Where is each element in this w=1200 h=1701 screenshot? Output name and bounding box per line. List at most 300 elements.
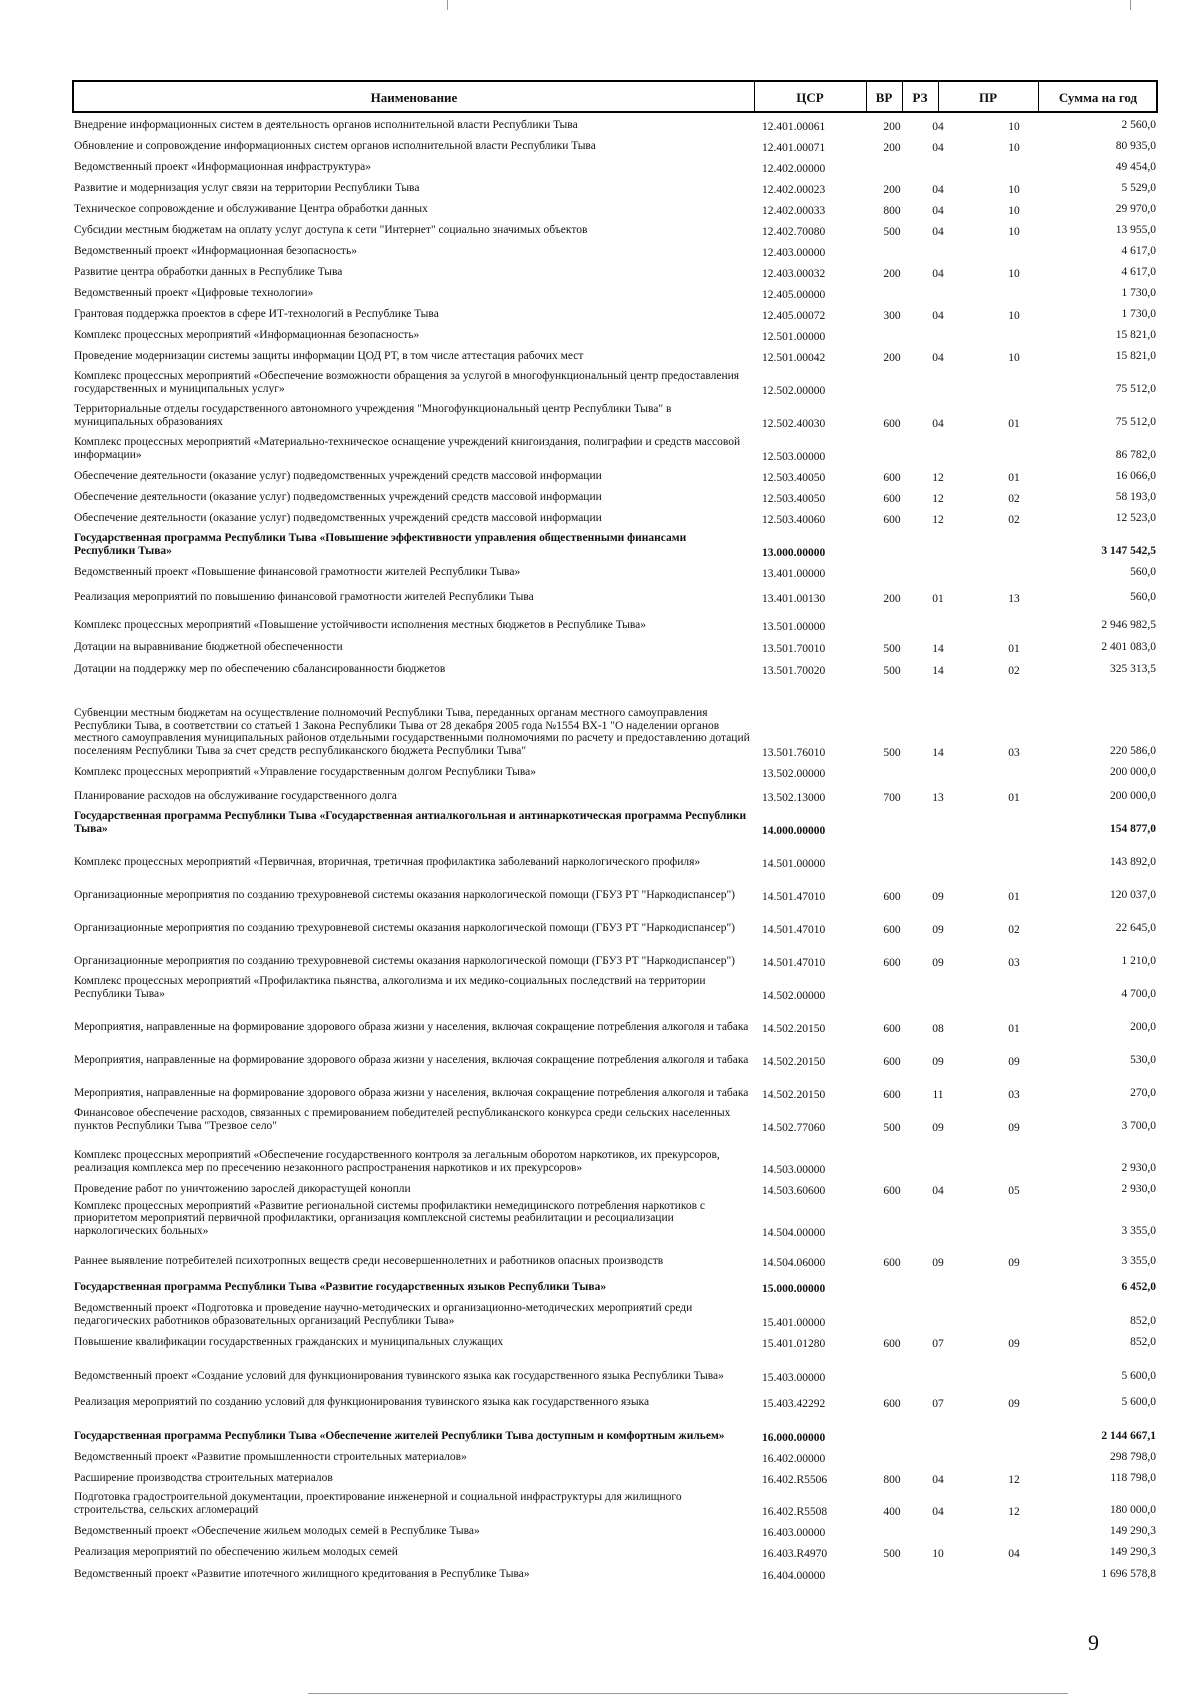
table-row xyxy=(72,1351,1158,1385)
table-row xyxy=(72,134,1158,155)
cell-csr: 16.403.00000 xyxy=(762,1526,826,1539)
cell-name: Развитие центра обработки данных в Республике Тыва xyxy=(74,265,343,278)
cell-name: Комплекс процессных мероприятий «Повышение устойчивости исполнения местных бюджетов в Республике Тыва» xyxy=(74,618,647,631)
table-row xyxy=(72,805,1158,838)
cell-csr: 13.502.13000 xyxy=(762,791,826,804)
header-vr: ВР xyxy=(875,90,893,105)
cell-name: Ведомственный проект «Развитие промышленности строительных материалов» xyxy=(74,1450,467,1463)
table-row xyxy=(72,1540,1158,1561)
table-row xyxy=(72,197,1158,218)
cell-vr: 600 xyxy=(883,923,901,936)
table-row xyxy=(72,1270,1158,1296)
cell-name: Ведомственный проект «Цифровые технологии» xyxy=(74,286,314,299)
cell-pr: 01 xyxy=(1008,471,1020,484)
table-row xyxy=(72,781,1158,805)
header-name: Наименование xyxy=(370,90,458,105)
table-row xyxy=(72,281,1158,302)
cell-vr: 800 xyxy=(883,1473,901,1486)
cell-vr: 500 xyxy=(883,1121,901,1134)
cell-rz: 04 xyxy=(932,120,944,133)
cell-rz: 04 xyxy=(932,267,944,280)
table-row xyxy=(72,838,1158,871)
cell-pr: 02 xyxy=(1008,513,1020,526)
cell-vr: 200 xyxy=(883,267,901,280)
cell-pr: 02 xyxy=(1008,664,1020,677)
cell-csr: 16.000.00000 xyxy=(762,1431,826,1444)
cell-csr: 14.503.00000 xyxy=(762,1163,826,1176)
cell-csr: 15.403.42292 xyxy=(762,1397,826,1410)
table-row xyxy=(72,937,1158,970)
cell-csr: 14.501.47010 xyxy=(762,923,826,936)
cell-sum: 3 355,0 xyxy=(1121,1224,1156,1237)
cell-name: Реализация мероприятий по обеспечению жильем молодых семей xyxy=(74,1545,398,1558)
table-row xyxy=(72,398,1158,431)
cell-sum: 6 452,0 xyxy=(1121,1280,1156,1293)
cell-name: Обеспечение деятельности (оказание услуг) подведомственных учреждений средств массовой информации xyxy=(74,469,602,482)
table-row xyxy=(72,1445,1158,1466)
cell-pr: 02 xyxy=(1008,492,1020,505)
cell-pr: 10 xyxy=(1008,309,1020,322)
cell-sum: 1 210,0 xyxy=(1121,954,1156,967)
table-row xyxy=(72,113,1158,134)
cell-rz: 08 xyxy=(932,1022,944,1035)
cell-name: Ведомственный проект «Развитие ипотечного жилищного кредитования в Республике Тыва» xyxy=(74,1567,530,1580)
cell-csr: 14.504.00000 xyxy=(762,1226,826,1239)
table-row xyxy=(72,656,1158,678)
cell-rz: 13 xyxy=(932,791,944,804)
cell-sum: 4 617,0 xyxy=(1121,265,1156,278)
cell-csr: 16.402.R5508 xyxy=(762,1505,828,1518)
cell-vr: 500 xyxy=(883,225,901,238)
cell-name: Мероприятия, направленные на формирование здорового образа жизни у населения, включая сокращение потребления алкоголя и табака xyxy=(74,1020,749,1033)
cell-name: Организационные мероприятия по созданию трехуровневой системы оказания наркологической помощи (ГБУЗ РТ "Наркодиспансер") xyxy=(74,888,735,901)
cell-pr: 10 xyxy=(1008,183,1020,196)
table-row xyxy=(72,871,1158,904)
cell-csr: 12.401.00061 xyxy=(762,120,826,133)
page-number: 9 xyxy=(1088,1630,1099,1655)
cell-sum: 200 000,0 xyxy=(1110,789,1156,802)
cell-sum: 49 454,0 xyxy=(1115,160,1156,173)
table-row xyxy=(72,506,1158,527)
cell-pr: 10 xyxy=(1008,225,1020,238)
table-row xyxy=(72,1198,1158,1240)
cell-pr: 01 xyxy=(1008,890,1020,903)
cell-name: Территориальные отделы государственного автономного учреждения "Многофункциональный центр Республики Тыва" в муниципальных образованиях xyxy=(74,403,672,428)
table-row xyxy=(72,431,1158,464)
cell-rz: 04 xyxy=(932,309,944,322)
cell-name: Государственная программа Республики Тыва «Обеспечение жителей Республики Тыва доступным и комфортным жильем» xyxy=(74,1429,725,1442)
cell-csr: 13.502.00000 xyxy=(762,767,826,780)
cell-csr: 12.405.00072 xyxy=(762,309,826,322)
cell-name: Обновление и сопровождение информационных систем органов исполнительной власти Республики Тыва xyxy=(74,139,596,152)
cell-name: Субсидии местным бюджетам на оплату услуг доступа к сети "Интернет" социально значимых объектов xyxy=(74,223,588,236)
cell-csr: 14.504.06000 xyxy=(762,1256,826,1269)
table-row xyxy=(72,1036,1158,1069)
cell-sum: 325 313,5 xyxy=(1110,662,1156,675)
cell-rz: 12 xyxy=(932,492,944,505)
cell-csr: 12.403.00032 xyxy=(762,267,826,280)
cell-rz: 04 xyxy=(932,183,944,196)
header-csr: ЦСР xyxy=(796,90,824,105)
cell-sum: 1 730,0 xyxy=(1121,307,1156,320)
cell-sum: 80 935,0 xyxy=(1115,139,1156,152)
cell-sum: 5 600,0 xyxy=(1121,1395,1156,1408)
table-row xyxy=(72,1561,1158,1583)
cell-sum: 2 401 083,0 xyxy=(1101,640,1156,653)
cell-name: Подготовка градостроительной документации, проектирование инженерной и социальной инфраструктуры для жилищного строительства, сельских агломераций xyxy=(74,1491,682,1516)
cell-pr: 09 xyxy=(1008,1337,1020,1350)
cell-csr: 16.402.00000 xyxy=(762,1452,826,1465)
cell-name: Реализация мероприятий по повышению финансовой грамотности жителей Республики Тыва xyxy=(74,590,534,603)
cell-sum: 3 700,0 xyxy=(1121,1119,1156,1132)
cell-vr: 700 xyxy=(883,791,901,804)
cell-sum: 29 970,0 xyxy=(1115,202,1156,215)
cell-name: Организационные мероприятия по созданию трехуровневой системы оказания наркологической помощи (ГБУЗ РТ "Наркодиспансер") xyxy=(74,921,735,934)
cell-sum: 2 946 982,5 xyxy=(1101,618,1156,631)
scan-mark xyxy=(447,0,448,10)
cell-name: Внедрение информационных систем в деятельность органов исполнительной власти Республики Тыва xyxy=(74,118,578,131)
cell-pr: 02 xyxy=(1008,923,1020,936)
cell-rz: 07 xyxy=(932,1337,944,1350)
table-row xyxy=(72,1135,1158,1177)
cell-vr: 600 xyxy=(883,1397,901,1410)
cell-rz: 14 xyxy=(932,746,944,759)
bottom-rule xyxy=(308,1693,1068,1694)
cell-csr: 14.501.47010 xyxy=(762,890,826,903)
cell-sum: 75 512,0 xyxy=(1115,382,1156,395)
table-row xyxy=(72,560,1158,581)
cell-vr: 600 xyxy=(883,956,901,969)
cell-sum: 2 930,0 xyxy=(1121,1161,1156,1174)
header-rz: РЗ xyxy=(912,90,928,105)
cell-pr: 01 xyxy=(1008,642,1020,655)
cell-name: Раннее выявление потребителей психотропных веществ среди несовершеннолетних и работников опасных производств xyxy=(74,1254,664,1267)
cell-csr: 14.502.20150 xyxy=(762,1055,826,1068)
table-row xyxy=(72,760,1158,781)
cell-name: Техническое сопровождение и обслуживание Центра обработки данных xyxy=(74,202,428,215)
cell-name: Ведомственный проект «Повышение финансовой грамотности жителей Республики Тыва» xyxy=(74,565,521,578)
cell-sum: 2 144 667,1 xyxy=(1101,1429,1156,1442)
cell-sum: 149 290,3 xyxy=(1110,1524,1156,1537)
cell-name: Проведение модернизации системы защиты информации ЦОД РТ, в том числе аттестация рабочих мест xyxy=(74,349,584,362)
cell-csr: 13.000.00000 xyxy=(762,546,826,559)
table-row xyxy=(72,1240,1158,1270)
cell-sum: 118 798,0 xyxy=(1110,1471,1156,1484)
cell-csr: 13.501.70020 xyxy=(762,664,826,677)
cell-name: Организационные мероприятия по созданию трехуровневой системы оказания наркологической помощи (ГБУЗ РТ "Наркодиспансер") xyxy=(74,954,735,967)
table-row xyxy=(72,1466,1158,1487)
header-sum: Сумма на год xyxy=(1058,90,1138,105)
cell-sum: 200 000,0 xyxy=(1110,765,1156,778)
cell-csr: 13.501.76010 xyxy=(762,746,826,759)
cell-pr: 03 xyxy=(1008,1088,1020,1101)
cell-name: Комплекс процессных мероприятий «Информационная безопасность» xyxy=(74,328,420,341)
cell-vr: 600 xyxy=(883,1055,901,1068)
cell-csr: 15.000.00000 xyxy=(762,1282,826,1295)
cell-csr: 13.501.70010 xyxy=(762,642,826,655)
cell-sum: 149 290,3 xyxy=(1110,1545,1156,1558)
cell-sum: 560,0 xyxy=(1130,590,1156,603)
table-row xyxy=(72,606,1158,634)
cell-rz: 09 xyxy=(932,1256,944,1269)
cell-pr: 04 xyxy=(1008,1547,1020,1560)
cell-sum: 22 645,0 xyxy=(1115,921,1156,934)
cell-pr: 05 xyxy=(1008,1184,1020,1197)
cell-sum: 75 512,0 xyxy=(1115,415,1156,428)
cell-sum: 298 798,0 xyxy=(1110,1450,1156,1463)
cell-name: Дотации на поддержку мер по обеспечению сбалансированности бюджетов xyxy=(74,662,446,675)
cell-vr: 200 xyxy=(883,183,901,196)
cell-rz: 14 xyxy=(932,664,944,677)
cell-pr: 01 xyxy=(1008,417,1020,430)
cell-name: Государственная программа Республики Тыва «Развитие государственных языков Республики Тыва» xyxy=(74,1280,607,1293)
cell-sum: 3 355,0 xyxy=(1121,1254,1156,1267)
cell-sum: 13 955,0 xyxy=(1115,223,1156,236)
cell-pr: 13 xyxy=(1008,592,1020,605)
table-row xyxy=(72,1330,1158,1351)
cell-rz: 09 xyxy=(932,1055,944,1068)
cell-csr: 12.501.00000 xyxy=(762,330,826,343)
cell-csr: 12.503.00000 xyxy=(762,450,826,463)
cell-sum: 180 000,0 xyxy=(1110,1503,1156,1516)
cell-rz: 04 xyxy=(932,204,944,217)
cell-name: Обеспечение деятельности (оказание услуг) подведомственных учреждений средств массовой информации xyxy=(74,490,602,503)
cell-sum: 15 821,0 xyxy=(1115,328,1156,341)
cell-rz: 04 xyxy=(932,225,944,238)
cell-vr: 500 xyxy=(883,642,901,655)
table-row xyxy=(72,464,1158,485)
cell-vr: 600 xyxy=(883,1337,901,1350)
cell-csr: 14.502.77060 xyxy=(762,1121,826,1134)
cell-csr: 12.503.40050 xyxy=(762,492,826,505)
cell-sum: 154 877,0 xyxy=(1110,822,1156,835)
cell-csr: 14.502.20150 xyxy=(762,1022,826,1035)
table-row xyxy=(72,323,1158,344)
cell-sum: 530,0 xyxy=(1130,1053,1156,1066)
cell-name: Комплекс процессных мероприятий «Управление государственным долгом Республики Тыва» xyxy=(74,765,536,778)
cell-csr: 12.402.70080 xyxy=(762,225,826,238)
table-row xyxy=(72,1177,1158,1198)
table-row xyxy=(72,1487,1158,1519)
cell-sum: 2 930,0 xyxy=(1121,1182,1156,1195)
cell-vr: 200 xyxy=(883,141,901,154)
cell-pr: 10 xyxy=(1008,267,1020,280)
cell-name: Финансовое обеспечение расходов, связанных с премированием победителей республиканского конкурса среди сельских населенных пунктов Республики Тыва "Трезвое село" xyxy=(74,1107,731,1132)
cell-sum: 1 696 578,8 xyxy=(1101,1567,1156,1580)
cell-vr: 600 xyxy=(883,471,901,484)
cell-csr: 15.401.00000 xyxy=(762,1316,826,1329)
cell-rz: 04 xyxy=(932,141,944,154)
table-row xyxy=(72,581,1158,606)
cell-name: Ведомственный проект «Обеспечение жильем молодых семей в Республике Тыва» xyxy=(74,1524,480,1537)
table-row xyxy=(72,239,1158,260)
cell-rz: 09 xyxy=(932,956,944,969)
cell-name: Комплекс процессных мероприятий «Профилактика пьянства, алкоголизма и их медико-социальных последствий на территории Республики Тыва» xyxy=(74,975,706,1000)
table-row xyxy=(72,1102,1158,1135)
cell-rz: 01 xyxy=(932,592,944,605)
cell-rz: 09 xyxy=(932,923,944,936)
cell-csr: 14.501.00000 xyxy=(762,857,826,870)
cell-sum: 12 523,0 xyxy=(1115,511,1156,524)
cell-sum: 2 560,0 xyxy=(1121,118,1156,131)
cell-csr: 12.502.00000 xyxy=(762,384,826,397)
cell-sum: 852,0 xyxy=(1130,1314,1156,1327)
cell-vr: 300 xyxy=(883,309,901,322)
cell-csr: 16.403.R4970 xyxy=(762,1547,828,1560)
table-row xyxy=(72,1003,1158,1036)
cell-pr: 09 xyxy=(1008,1397,1020,1410)
cell-rz: 09 xyxy=(932,890,944,903)
cell-csr: 12.501.00042 xyxy=(762,351,826,364)
scan-mark xyxy=(1130,0,1131,10)
cell-csr: 13.401.00000 xyxy=(762,567,826,580)
cell-name: Планирование расходов на обслуживание государственного долга xyxy=(74,789,397,802)
cell-rz: 14 xyxy=(932,642,944,655)
cell-name: Государственная программа Республики Тыва «Повышение эффективности управления общественными финансами Республики Тыва» xyxy=(74,532,687,557)
cell-rz: 04 xyxy=(932,1184,944,1197)
cell-pr: 10 xyxy=(1008,120,1020,133)
table-row xyxy=(72,1069,1158,1102)
cell-csr: 14.502.20150 xyxy=(762,1088,826,1101)
table-row xyxy=(72,1296,1158,1330)
cell-sum: 15 821,0 xyxy=(1115,349,1156,362)
cell-csr: 15.401.01280 xyxy=(762,1337,826,1350)
cell-rz: 07 xyxy=(932,1397,944,1410)
cell-pr: 01 xyxy=(1008,1022,1020,1035)
table-row xyxy=(72,1385,1158,1411)
cell-pr: 03 xyxy=(1008,956,1020,969)
cell-csr: 12.405.00000 xyxy=(762,288,826,301)
cell-pr: 10 xyxy=(1008,351,1020,364)
table-row xyxy=(72,678,1158,760)
cell-csr: 12.402.00033 xyxy=(762,204,826,217)
cell-rz: 04 xyxy=(932,1473,944,1486)
cell-vr: 500 xyxy=(883,746,901,759)
cell-name: Комплекс процессных мероприятий «Материально-техническое оснащение учреждений книгоиздания, полиграфии и средств массовой информации» xyxy=(74,436,741,461)
table-row xyxy=(72,260,1158,281)
budget-table-body xyxy=(72,113,1158,1583)
cell-csr: 16.402.R5506 xyxy=(762,1473,828,1486)
cell-name: Расширение производства строительных материалов xyxy=(74,1471,333,1484)
table-row xyxy=(72,302,1158,323)
cell-csr: 16.404.00000 xyxy=(762,1569,826,1582)
cell-sum: 560,0 xyxy=(1130,565,1156,578)
cell-csr: 14.502.00000 xyxy=(762,989,826,1002)
cell-vr: 600 xyxy=(883,492,901,505)
cell-name: Ведомственный проект «Подготовка и проведение научно-методических и организационно-методических мероприятий среди педагогических работников образовательных организаций Республики Тыва» xyxy=(74,1302,693,1327)
table-row xyxy=(72,344,1158,365)
cell-sum: 1 730,0 xyxy=(1121,286,1156,299)
cell-vr: 600 xyxy=(883,1088,901,1101)
cell-name: Повышение квалификации государственных гражданских и муниципальных служащих xyxy=(74,1335,504,1348)
table-row xyxy=(72,634,1158,656)
cell-name: Ведомственный проект «Информационная инфраструктура» xyxy=(74,160,372,173)
cell-pr: 09 xyxy=(1008,1055,1020,1068)
cell-vr: 600 xyxy=(883,1022,901,1035)
table-row xyxy=(72,904,1158,937)
cell-csr: 14.503.60600 xyxy=(762,1184,826,1197)
cell-name: Ведомственный проект «Информационная безопасность» xyxy=(74,244,357,257)
header-pr: ПР xyxy=(978,90,998,105)
cell-rz: 04 xyxy=(932,351,944,364)
cell-pr: 01 xyxy=(1008,791,1020,804)
cell-csr: 12.402.00000 xyxy=(762,162,826,175)
cell-vr: 600 xyxy=(883,890,901,903)
cell-name: Реализация мероприятий по созданию условий для функционирования тувинского языка как государственного языка xyxy=(74,1395,650,1408)
table-row xyxy=(72,485,1158,506)
table-row xyxy=(72,527,1158,560)
cell-name: Мероприятия, направленные на формирование здорового образа жизни у населения, включая сокращение потребления алкоголя и табака xyxy=(74,1053,749,1066)
table-row xyxy=(72,1411,1158,1445)
cell-pr: 12 xyxy=(1008,1505,1020,1518)
table-row xyxy=(72,155,1158,176)
cell-csr: 13.501.00000 xyxy=(762,620,826,633)
cell-pr: 12 xyxy=(1008,1473,1020,1486)
cell-name: Комплекс процессных мероприятий «Обеспечение государственного контроля за легальным оборотом наркотиков, их прекурсоров, реализация комплекса мер по пресечению незаконного распространения наркотиков и их прекурсоров» xyxy=(74,1149,720,1174)
table-row xyxy=(72,970,1158,1003)
cell-name: Дотации на выравнивание бюджетной обеспеченности xyxy=(74,640,343,653)
cell-sum: 270,0 xyxy=(1130,1086,1156,1099)
cell-pr: 09 xyxy=(1008,1121,1020,1134)
cell-vr: 500 xyxy=(883,1547,901,1560)
cell-vr: 500 xyxy=(883,664,901,677)
cell-sum: 4 700,0 xyxy=(1121,987,1156,1000)
cell-csr: 15.403.00000 xyxy=(762,1371,826,1384)
cell-vr: 600 xyxy=(883,1184,901,1197)
cell-pr: 03 xyxy=(1008,746,1020,759)
cell-vr: 600 xyxy=(883,1256,901,1269)
cell-vr: 600 xyxy=(883,513,901,526)
cell-pr: 09 xyxy=(1008,1256,1020,1269)
cell-vr: 200 xyxy=(883,120,901,133)
cell-rz: 04 xyxy=(932,1505,944,1518)
cell-sum: 852,0 xyxy=(1130,1335,1156,1348)
table-row xyxy=(72,1519,1158,1540)
cell-name: Субвенции местным бюджетам на осуществление полномочий Республики Тыва, переданных органам местного самоуправления Республики Тыва, в соответствии со статьей 1 Закона Республики Тыва от 28 декабря 2005 года №1554 ВХ-1 "О наделении органов местного самоуправления муниципальных районов отдельными государственными полномочиями по расчету и предоставлению дотаций поселениям Республики Тыва за счет средств республиканского бюджета Республики Тыва" xyxy=(74,707,750,757)
cell-name: Проведение работ по уничтожению зарослей дикорастущей конопли xyxy=(74,1182,411,1195)
cell-csr: 12.503.40060 xyxy=(762,513,826,526)
cell-csr: 12.401.00071 xyxy=(762,141,826,154)
cell-sum: 143 892,0 xyxy=(1110,855,1156,868)
cell-name: Мероприятия, направленные на формирование здорового образа жизни у населения, включая сокращение потребления алкоголя и табака xyxy=(74,1086,749,1099)
cell-sum: 4 617,0 xyxy=(1121,244,1156,257)
cell-name: Грантовая поддержка проектов в сфере ИТ-технологий в Республике Тыва xyxy=(74,307,439,320)
cell-sum: 16 066,0 xyxy=(1115,469,1156,482)
cell-vr: 200 xyxy=(883,351,901,364)
cell-name: Ведомственный проект «Создание условий для функционирования тувинского языка как государственного языка Республики Тыва» xyxy=(74,1369,724,1382)
table-row xyxy=(72,176,1158,197)
cell-sum: 58 193,0 xyxy=(1115,490,1156,503)
cell-rz: 11 xyxy=(932,1088,944,1101)
cell-csr: 14.501.47010 xyxy=(762,956,826,969)
cell-vr: 400 xyxy=(883,1505,901,1518)
cell-vr: 600 xyxy=(883,417,901,430)
table-header xyxy=(72,80,1158,113)
cell-pr: 10 xyxy=(1008,204,1020,217)
table-row xyxy=(72,218,1158,239)
cell-rz: 12 xyxy=(932,513,944,526)
cell-csr: 14.000.00000 xyxy=(762,824,826,837)
cell-csr: 12.402.00023 xyxy=(762,183,826,196)
cell-csr: 13.401.00130 xyxy=(762,592,826,605)
cell-name: Государственная программа Республики Тыва «Государственная антиалкогольная и антинаркотическая программа Республики Тыва» xyxy=(74,810,747,835)
cell-rz: 04 xyxy=(932,417,944,430)
cell-rz: 10 xyxy=(932,1547,944,1560)
cell-csr: 12.503.40050 xyxy=(762,471,826,484)
cell-csr: 12.403.00000 xyxy=(762,246,826,259)
cell-sum: 120 037,0 xyxy=(1110,888,1156,901)
cell-rz: 09 xyxy=(932,1121,944,1134)
